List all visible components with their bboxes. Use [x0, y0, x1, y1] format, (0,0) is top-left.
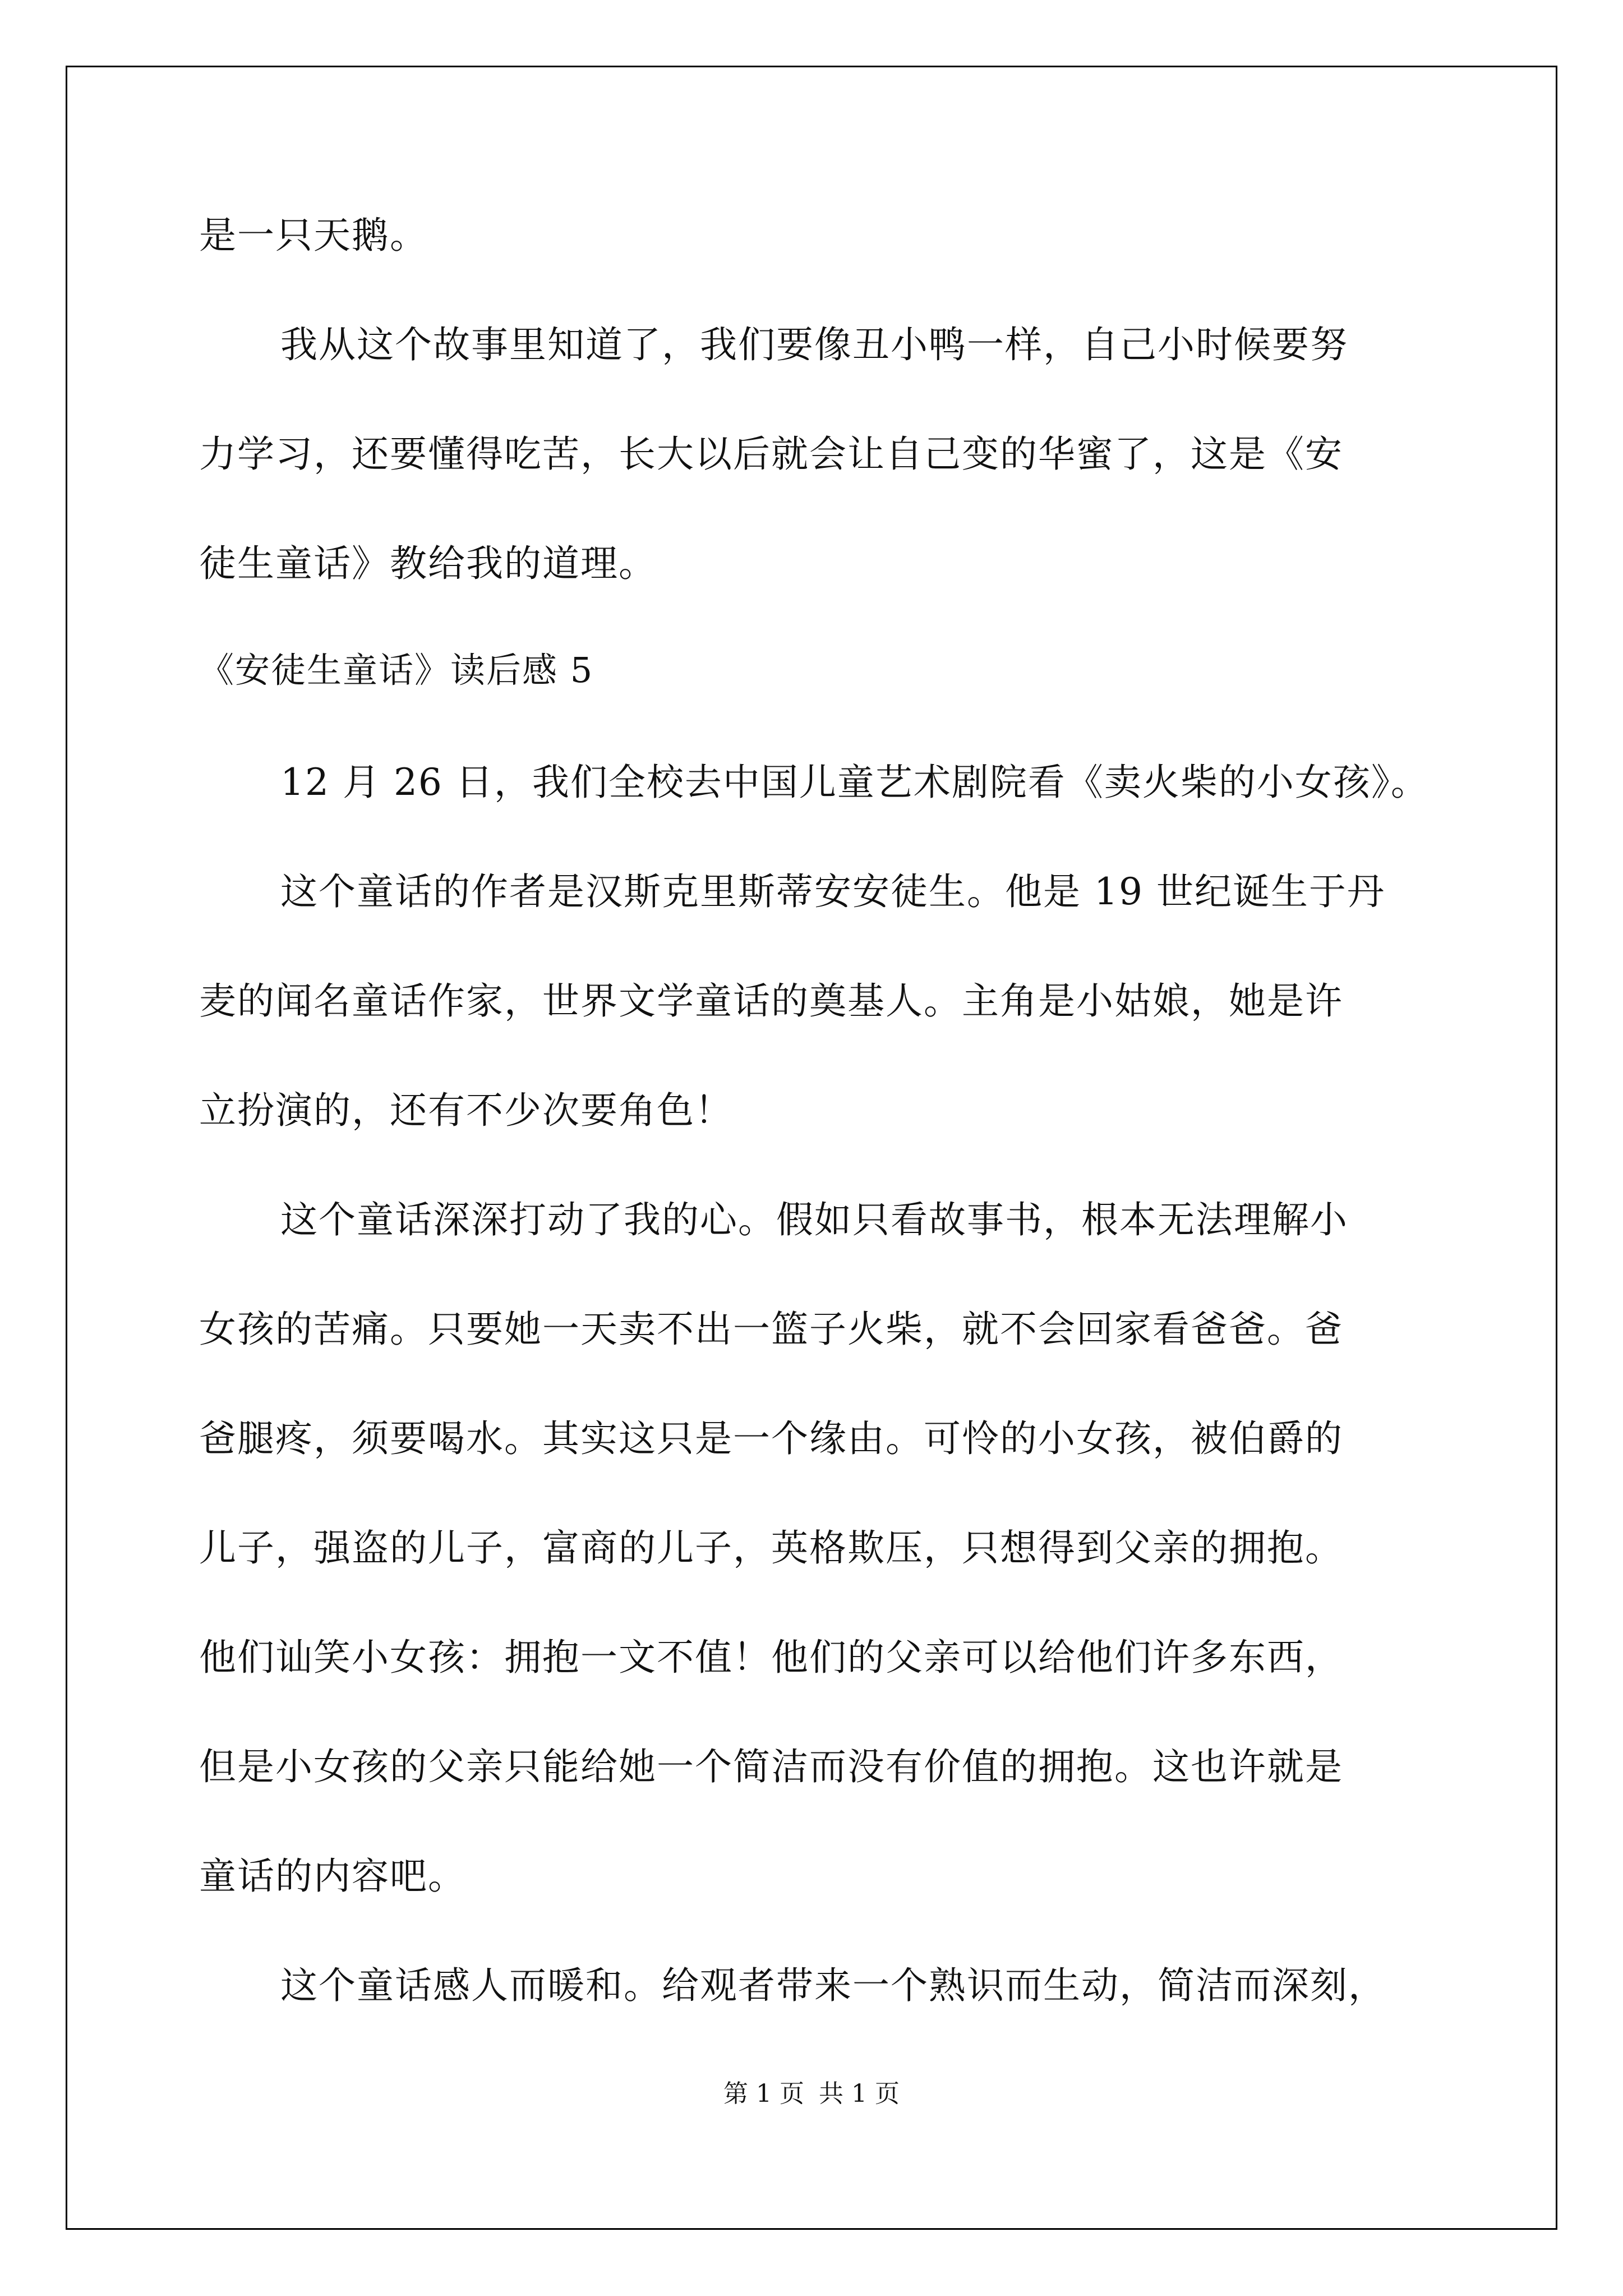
text-line: 爸腿疼，须要喝水。其实这只是一个缘由。可怜的小女孩，被伯爵的	[199, 1417, 1343, 1460]
text-line: 但是小女孩的父亲只能给她一个简洁而没有价值的拥抱。这也许就是	[199, 1745, 1343, 1788]
text-line: 徒生童话》教给我的道理。	[199, 542, 657, 585]
text-line: 是一只天鹅。	[199, 214, 428, 257]
paragraph-start-line: 12 月 26 日，我们全校去中国儿童艺术剧院看《卖火柴的小女孩》。	[280, 761, 1429, 804]
text-line: 女孩的苦痛。只要她一天卖不出一篮子火柴，就不会回家看爸爸。爸	[199, 1308, 1343, 1351]
paragraph-start-line: 我从这个故事里知道了，我们要像丑小鸭一样，自己小时候要努	[280, 323, 1348, 366]
paragraph-start-line: 这个童话的作者是汉斯克里斯蒂安安徒生。他是 19 世纪诞生于丹	[280, 870, 1385, 913]
page-total: 共 1 页	[819, 2079, 900, 2108]
text-line: 童话的内容吧。	[199, 1855, 466, 1898]
text-line: 立扮演的，还有不少次要角色！	[199, 1089, 733, 1132]
page-number: 第 1 页	[723, 2079, 804, 2108]
text-line: 他们讪笑小女孩：拥抱一文不值！他们的父亲可以给他们许多东西，	[199, 1636, 1343, 1679]
page-footer	[0, 2078, 1623, 2110]
text-line: 儿子，强盗的儿子，富商的儿子，英格欺压，只想得到父亲的拥抱。	[199, 1526, 1343, 1570]
page-border	[66, 66, 1557, 2230]
section-heading: 《安徒生童话》读后感 5	[199, 650, 594, 691]
text-line: 力学习，还要懂得吃苦，长大以后就会让自己变的华蜜了，这是《安	[199, 432, 1343, 476]
paragraph-start-line: 这个童话感人而暖和。给观者带来一个熟识而生动，简洁而深刻，	[280, 1964, 1386, 2007]
text-line: 麦的闻名童话作家，世界文学童话的奠基人。主角是小姑娘，她是许	[199, 979, 1343, 1023]
paragraph-start-line: 这个童话深深打动了我的心。假如只看故事书，根本无法理解小	[280, 1198, 1348, 1241]
